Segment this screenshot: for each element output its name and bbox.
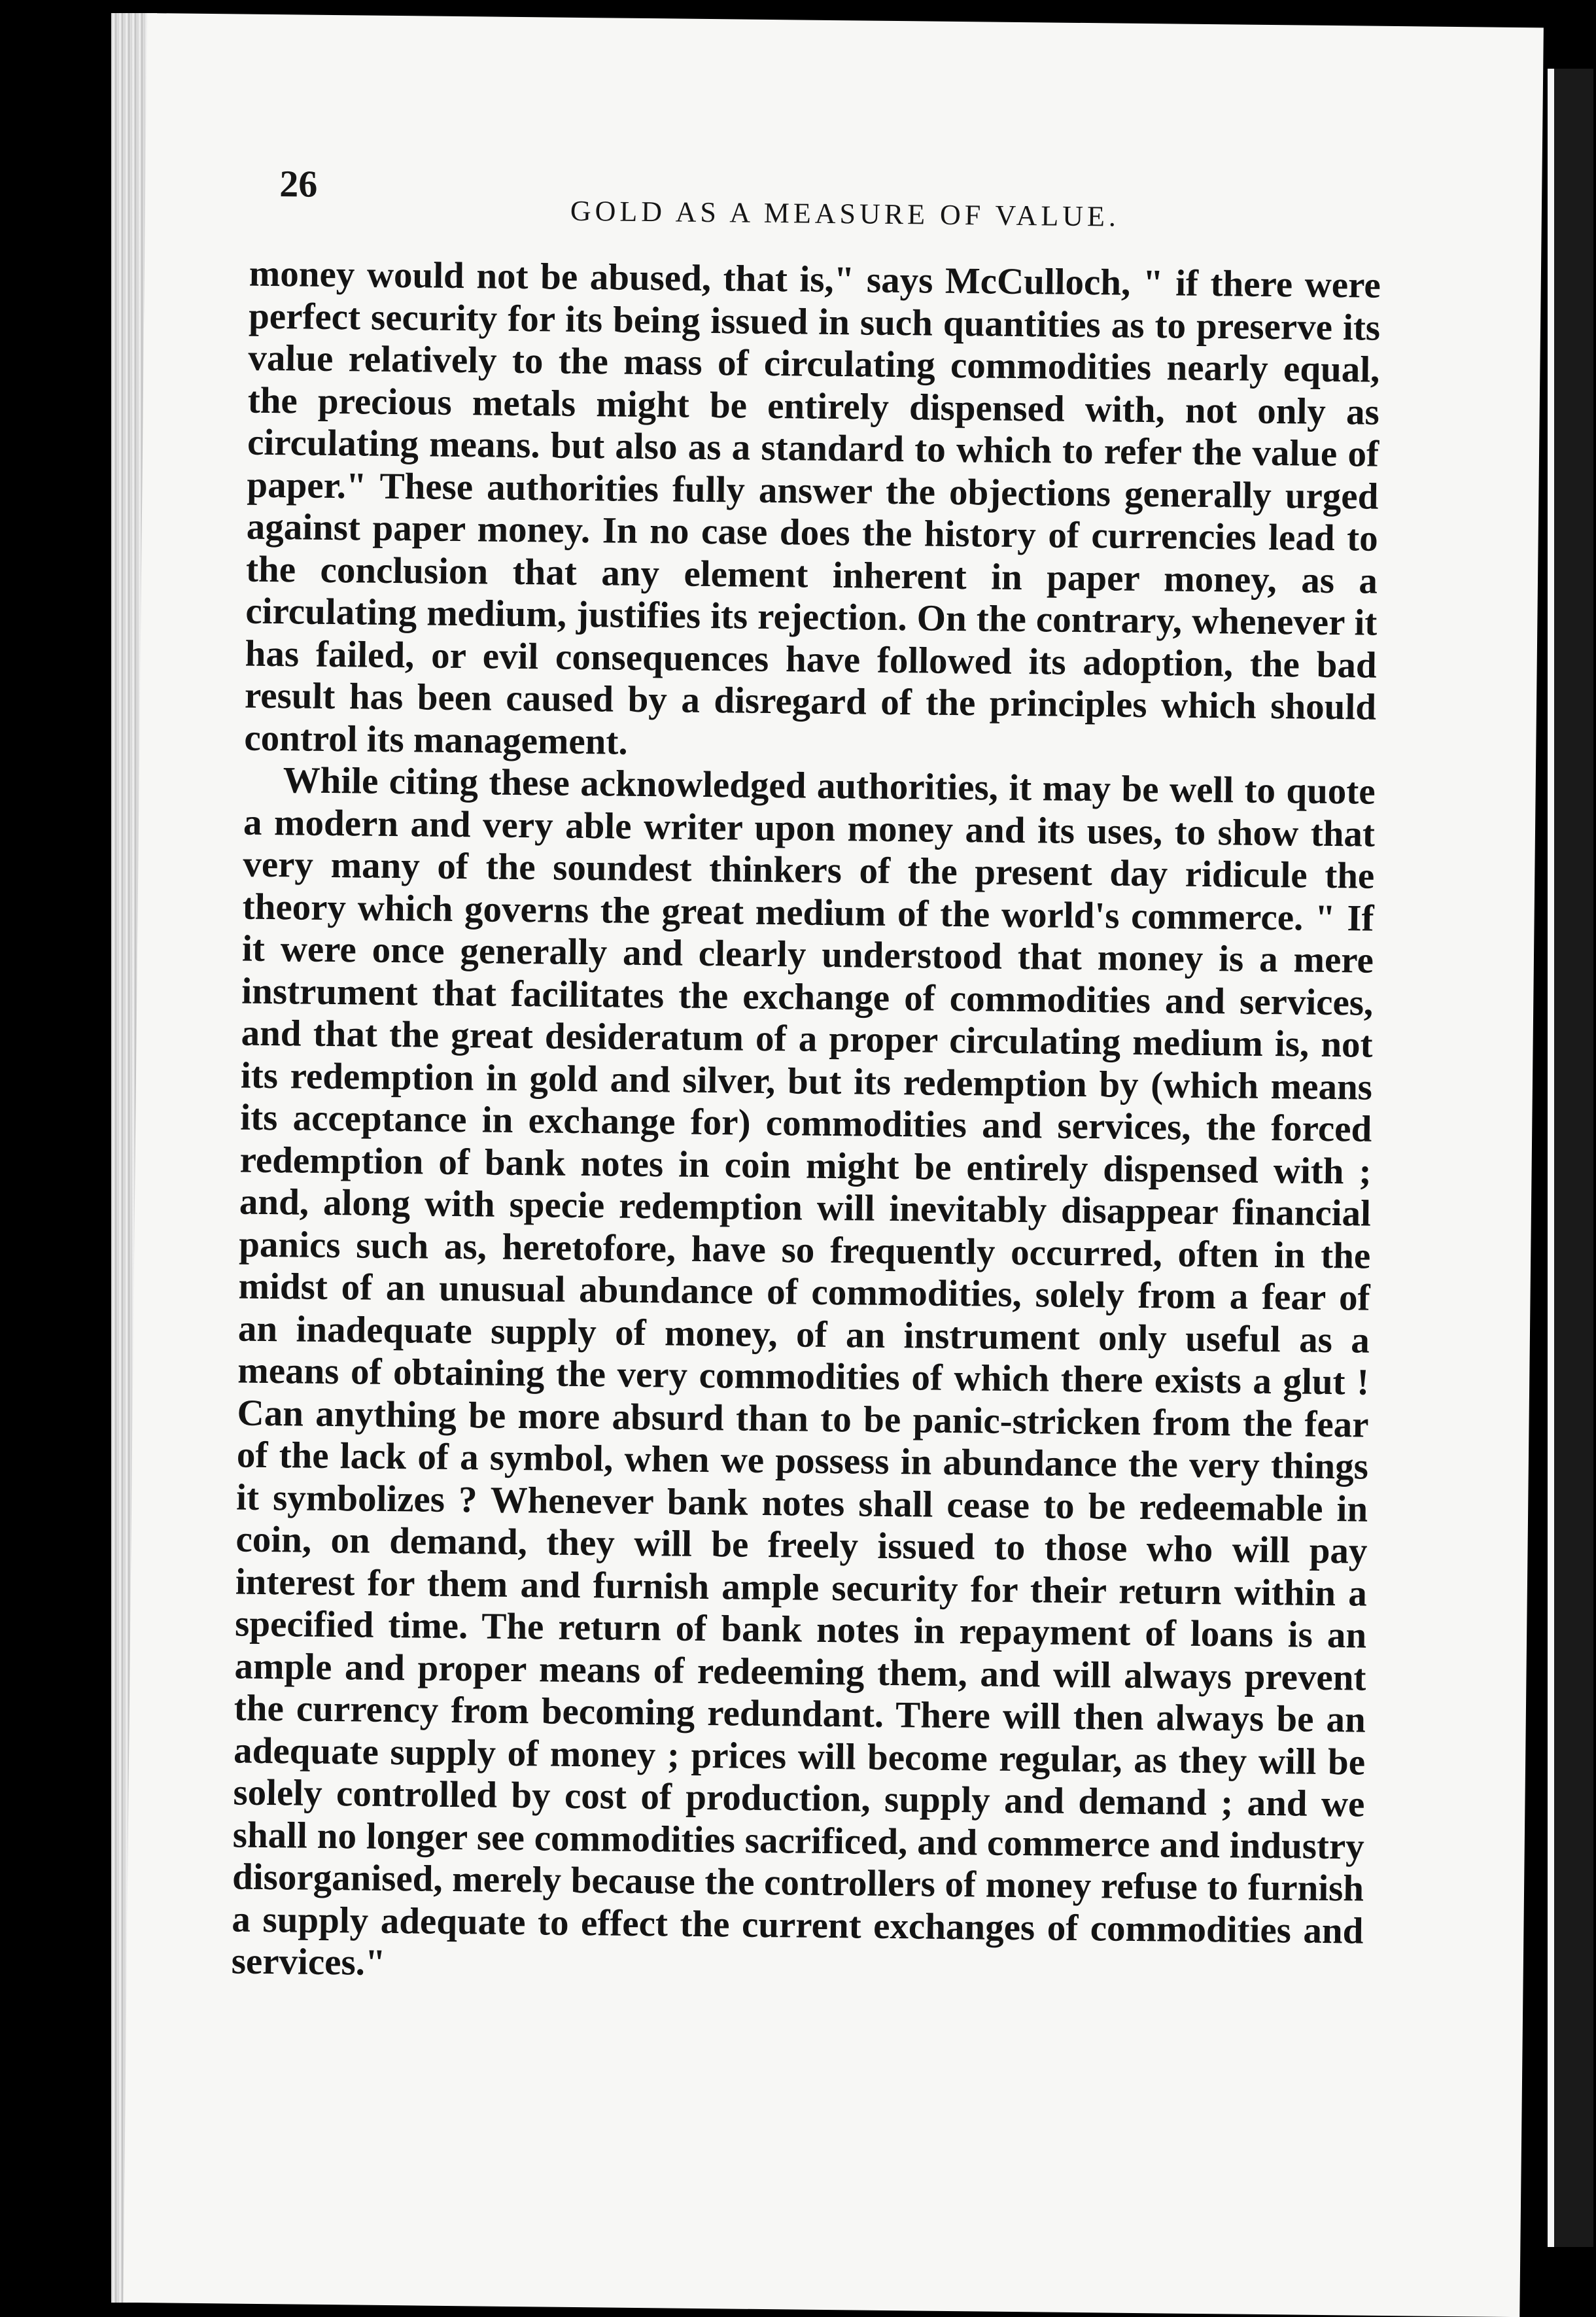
body-text [231, 253, 1381, 1995]
page-number: 26 [279, 162, 318, 205]
book-page [123, 13, 1544, 2317]
paragraph-2: While citing these acknowledged authorities, it may be well to quote a modern and very able writer upon money and its uses, to show that very many of the soundest thinkers of the present day ridicule the theory which governs the great medium of the world's commerce. " If it were once generally and clearly understood that money is a mere instrument that facilitates the exchange of commodities and services, and that the great desideratum of a proper circulating medium is, not its redemption in gold and silver, but its redemption by (which means its acceptance in exchange for) commodities and services, the forced redemption of bank notes in coin might be entirely dispensed with ; and, along with specie redemption will inevitably disappear financial panics such as, heretofore, have so frequently occurred, often in the midst of an unusual abundance of commodities, solely from a fear of an inadequate supply of money, of an instrument only useful as a means of obtaining the very commodities of which there exists a glut ! Can anything be more absurd than to be panic-stricken from the fear of the lack of a symbol, when we possess in abundance the very things it symbolizes ? Whenever bank notes shall cease to be redeemable in coin, on demand, they will be freely issued to those who will pay interest for them and furnish ample security for their return within a specified time. The return of bank notes in repayment of loans is an ample and proper means of redeeming them, and will always prevent the currency from becoming redundant. There will then always be an adequate supply of money ; prices will become regular, as they will be solely controlled by cost of production, supply and demand ; and we shall no longer see commodities sacrificed, and commerce and industry disorganised, merely because the controllers of money refuse to furnish a supply adequate to effect the current exchanges of commodities and services." [231, 759, 1376, 1983]
running-title: GOLD AS A MEASURE OF VALUE. [570, 194, 1120, 233]
paragraph-1: money would not be abused, that is," says McCulloch, " if there were perfect security for its being issued in such quantities as to preserve its value relatively to the mass of circulating commodities nearly equal, the precious metals might be entirely dispensed with, not only as circulating means. but also as a standard to which to refer the value of paper." These authorities fully answer the objections generally urged against paper money. In no case does the history of currencies lead to the conclusion that any element inherent in paper money, as a circulating medium, justifies its rejection. On the contrary, whenever it has failed, or evil consequences have followed its adoption, the bad result has been caused by a disregard of the principles which should control its management. [244, 253, 1381, 763]
facing-page-edge [1548, 69, 1593, 2247]
